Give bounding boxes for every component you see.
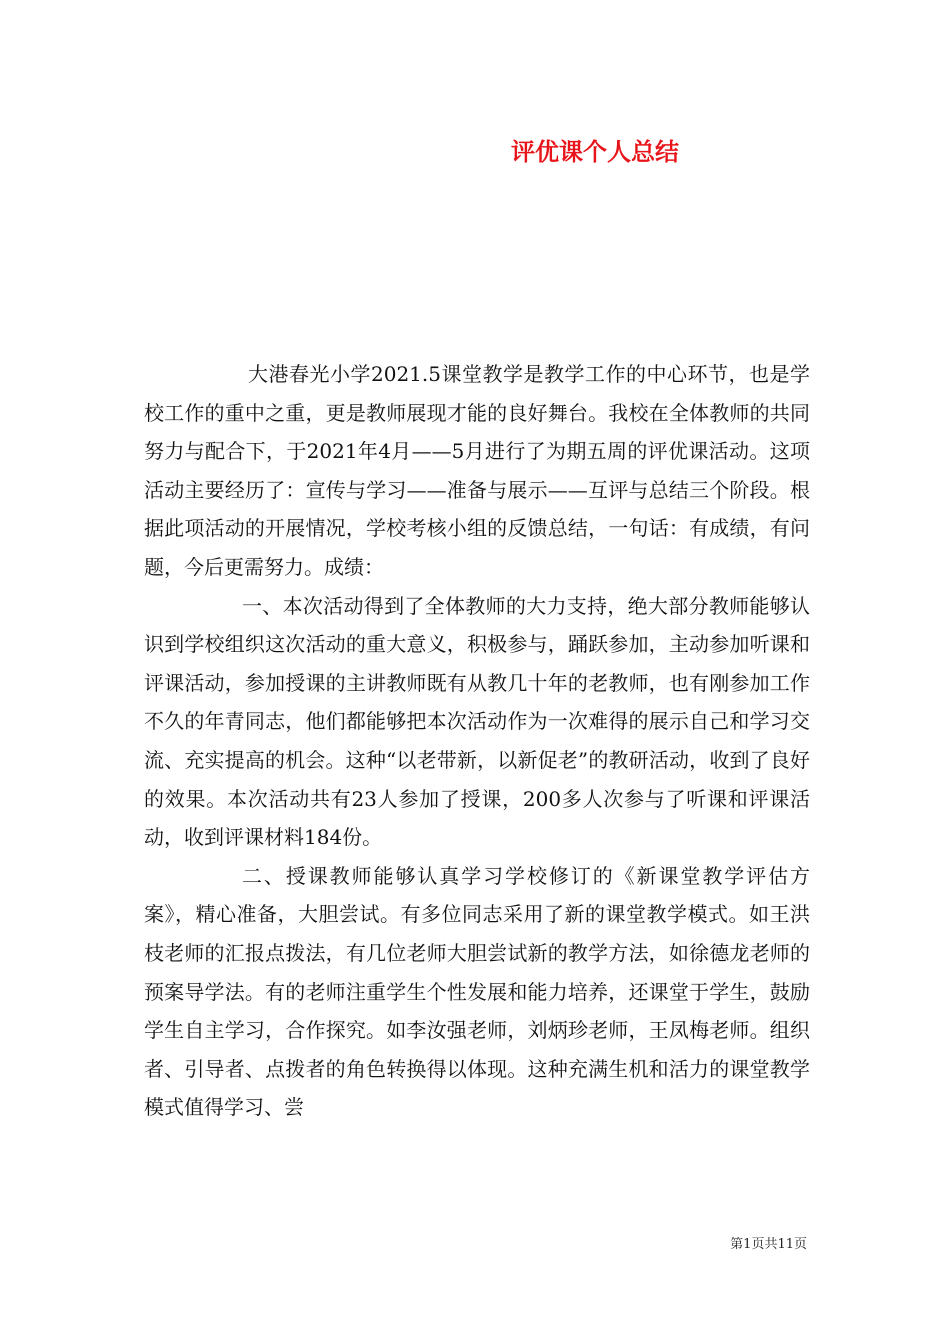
paragraph-point-one: 一、本次活动得到了全体教师的大力支持，绝大部分教师能够认识到学校组织这次活动的重大意义，积极参与，踊跃参加，主动参加听课和评课活动，参加授课的主讲教师既有从教几十年的老教师，也有刚参加工作不久的年青同志，他们都能够把本次活动作为一次难得的展示自己和学习交流、充实提高的机会。这种“以老带新，以新促老”的教研活动，收到了良好的效果。本次活动共有23人参加了授课，200多人次参与了听课和评课活动，收到评课材料184份。 <box>144 593 810 850</box>
paragraph-point-two: 二、授课教师能够认真学习学校修订的《新课堂教学评估方案》，精心准备，大胆尝试。有多位同志采用了新的课堂教学模式。如王洪枝老师的汇报点拨法，有几位老师大胆尝试新的教学方法，如徐德龙老师的预案导学法。有的老师注重学生个性发展和能力培养，还课堂于学生，鼓励学生自主学习，合作探究。如李汝强老师，刘炳珍老师，王凤梅老师。组织者、引导者、点拨者的角色转换得以体现。这种充满生机和活力的课堂教学模式值得学习、尝 <box>144 863 810 1120</box>
document-title: 评优课个人总结 <box>511 137 679 166</box>
page-number-footer: 第1页共11页 <box>730 1237 807 1252</box>
paragraph-intro: 大港春光小学2021.5课堂教学是教学工作的中心环节，也是学校工作的重中之重，更是教师展现才能的良好舞台。我校在全体教师的共同努力与配合下，于2021年4月——5月进行了为期五周的评优课活动。这项活动主要经历了：宣传与学习——准备与展示——互评与总结三个阶段。根据此项活动的开展情况，学校考核小组的反馈总结，一句话：有成绩，有问题，今后更需努力。成绩： <box>144 362 810 579</box>
document-body <box>144 355 810 1127</box>
